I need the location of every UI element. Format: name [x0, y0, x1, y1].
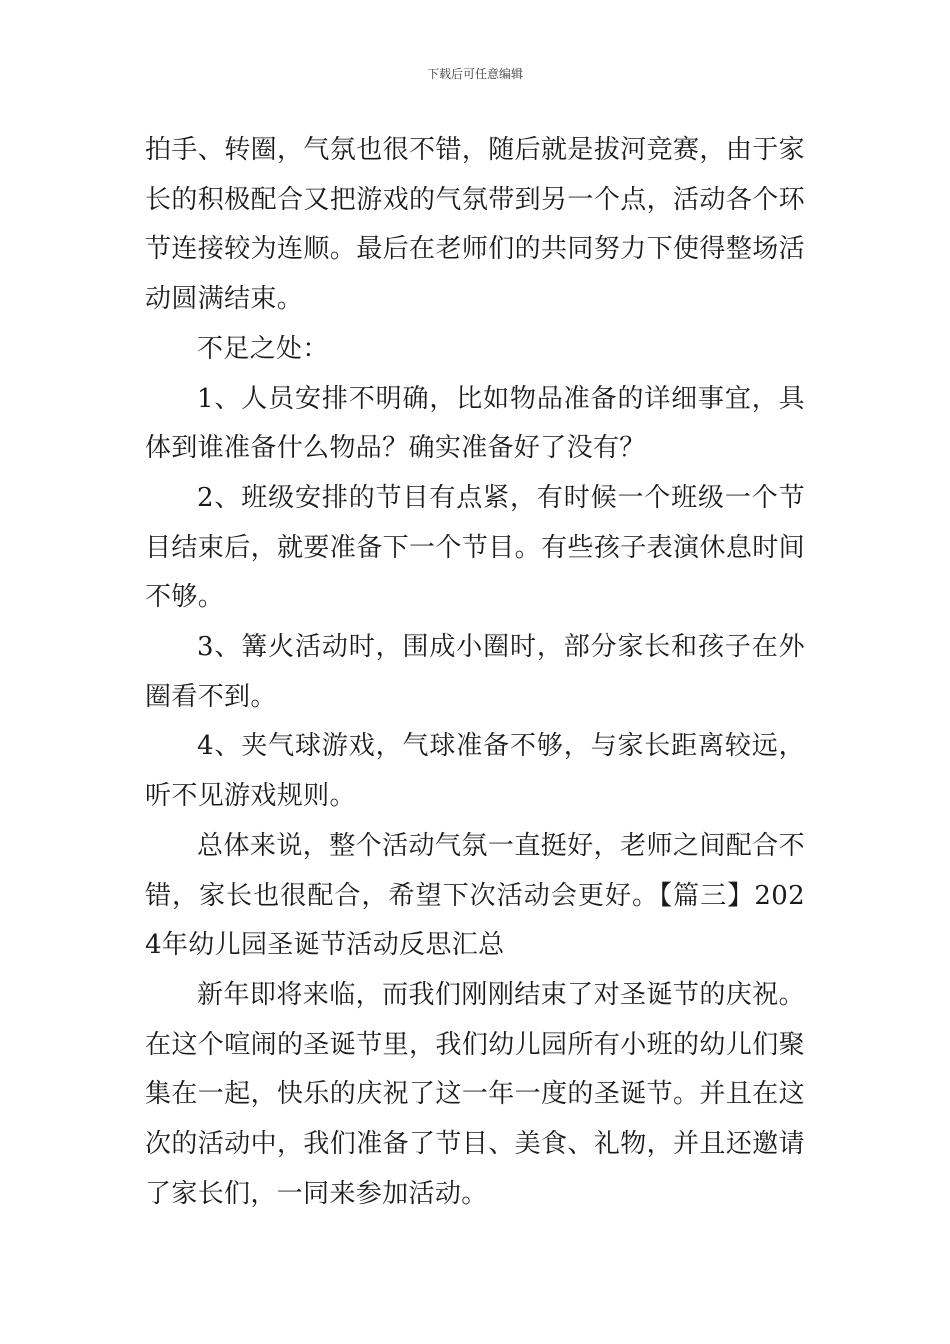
- document-body: [145, 126, 805, 1219]
- paragraph-5: 3、篝火活动时，围成小圈时，部分家长和孩子在外圈看不到。: [145, 632, 805, 712]
- paragraph-4: 2、班级安排的节目有点紧，有时候一个班级一个节目结束后，就要准备下一个节目。有些孩子表演休息时间不够。: [145, 482, 805, 613]
- paragraph-8: 新年即将来临，而我们刚刚结束了对圣诞节的庆祝。在这个喧闹的圣诞节里，我们幼儿园所有小班的幼儿们聚集在一起，快乐的庆祝了这一年一度的圣诞节。并且在这次的活动中，我们准备了节目、美食、礼物，并且还邀请了家长们，一同来参加活动。: [145, 979, 805, 1209]
- page-header-note: 下载后可任意编辑: [426, 67, 523, 81]
- paragraph-6: 4、夹气球游戏，气球准备不够，与家长距离较远，听不见游戏规则。: [145, 731, 805, 812]
- paragraph-1: 拍手、转圈，气氛也很不错，随后就是拔河竞赛，由于家长的积极配合又把游戏的气氛带到另一个点，活动各个环节连接较为连顺。最后在老师们的共同努力下使得整场活动圆满结束。: [145, 135, 805, 315]
- paragraph-7: 总体来说，整个活动气氛一直挺好，老师之间配合不错，家长也很配合，希望下次活动会更好。【篇三】2024年幼儿园圣诞节活动反思汇总: [145, 830, 805, 961]
- paragraph-3: 1、人员安排不明确，比如物品准备的详细事宜，具体到谁准备什么物品？确实准备好了没有？: [145, 383, 805, 464]
- paragraph-2: 不足之处：: [197, 333, 329, 364]
